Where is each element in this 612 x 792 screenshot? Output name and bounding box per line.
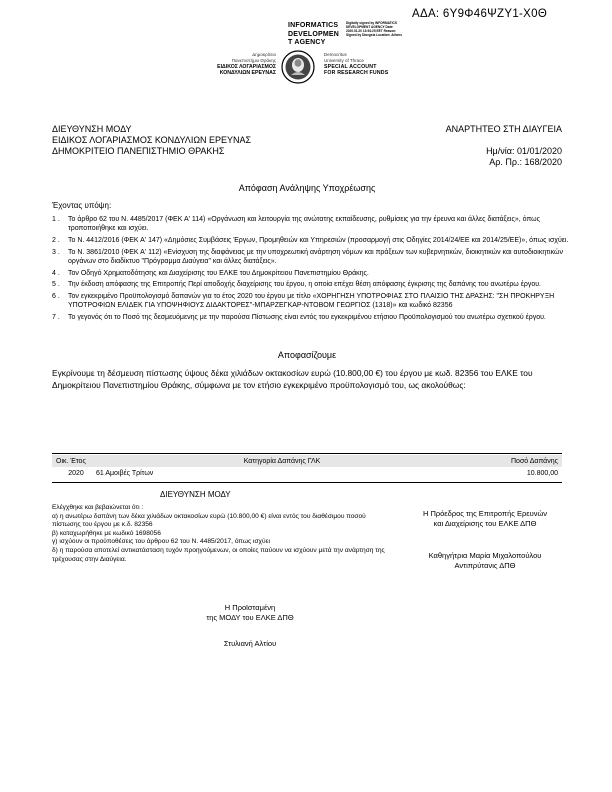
university-seal-icon xyxy=(280,50,316,84)
agency-label: INFORMATICS DEVELOPMEN T AGENCY xyxy=(288,22,340,46)
list-item: 1 . Το άρθρο 62 του Ν. 4485/2017 (ΦΕΚ Α' 114) «Οργάνωση και λειτουργία της ανώτατης εκπαίδευσης, ρυθμίσεις για την έρευνα και άλλες διατάξεις», όπως τροποποιήθηκε και ισχύει. xyxy=(52,216,541,233)
considerations-list xyxy=(52,215,572,325)
digital-signature-stamp: Digitally signed by INFORMATICS DEVELOPMENT AGENCY Date: 2020.01.20 13:54:25 EET Reason: Signed by Diavgeia Location: Athens xyxy=(346,21,403,37)
document-date: Ημ/νία: 01/01/2020 xyxy=(486,146,562,156)
president-signature: Η Πρόεδρος της Επιτροπής Ερευνών και Διαχείρισης του ΕΛΚΕ ΔΠΘ Καθηγήτρια Μαρία Μιχαλοπούλου Αντιπρύτανις ΔΠΘ xyxy=(422,509,548,570)
protocol-number: Αρ. Πρ.: 168/2020 xyxy=(489,157,562,167)
table-header-row: Οικ. Έτος Κατηγορία Δαπάνης ΓΛΚ Ποσό Δαπάνης xyxy=(52,455,562,467)
publication-block: ΑΝΑΡΤΗΤΕΟ ΣΤΗ ΔΙΑΥΓΕΙΑ Ημ/νία: 01/01/2020 Αρ. Πρ.: 168/2020 xyxy=(380,124,562,168)
logo-text-english: Democritus University of Thrace SPECIAL ACCOUNT FOR RESEARCH FUNDS xyxy=(324,52,389,76)
issuer-block: ΔΙΕΥΘΥΝΣΗ ΜΟΔΥ ΕΙΔΙΚΟΣ ΛΟΓΑΡΙΑΣΜΟΣ ΚΟΝΔΥΛΙΩΝ ΕΡΕΥΝΑΣ ΔΗΜΟΚΡΙΤΕΙΟ ΠΑΝΕΠΙΣΤΗΜΙΟ ΘΡΑΚΗΣ xyxy=(52,124,252,156)
director-heading: ΔΙΕΥΘΥΝΣΗ ΜΟΔΥ xyxy=(160,490,231,499)
verification-block: Ελέγχθηκε και βεβαιώνεται ότι : α) η ανωτέρω δαπάνη των δέκα χιλιάδων οκτακοσίων ευρώ (10.800,00 €) είναι εντός του διαθέσιμου ποσού πίστωσης του έργου με κ.δ. 82356 β) καταχωρήθηκε με κωδικό 1698056 γ) ισχύουν οι προϋποθέσεις του άρθρου 62 του Ν. 4485/2017, όπως ισχύει δ) η παρούσα αποτελεί αντικατάσταση τυχόν προηγούμενων, οι οποίες παύουν να ισχύουν μετά την ανάρτηση της τρέχουσας στην Διαύγεια. xyxy=(52,504,385,563)
head-signature: Η Προϊσταμένη της ΜΟΔΥ του ΕΛΚΕ ΔΠΘ Στυλιανή Αλτίου xyxy=(206,603,294,648)
list-item: 3 . Το Ν. 3861/2010 (ΦΕΚ Α' 112) «Ενίσχυση της διαφάνειας με την υποχρεωτική ανάρτηση νόμων και πράξεων των κυβερνητικών, διοικητικών και αυτοδιοικητικών οργάνων στο διαδίκτυο "Πρόγραμμα Διαύγεια" και άλλες διατάξεις». xyxy=(52,248,563,265)
having-in-mind: Έχοντας υπόψη: xyxy=(52,201,112,210)
list-item: 6 . Τον εγκεκριμένο Προϋπολογισμό δαπανών για το έτος 2020 του έργου με τίτλο «ΧΟΡΗΓΗΣΗ ΥΠΟΤΡΟΦΙΑΣ ΣΤΟ ΠΛΑΙΣΙΟ ΤΗΣ ΔΡΑΣΗΣ: "ΣΗ ΠΡΟΚΗΡΥΞΗ ΥΠΟΤΡΟΦΙΩΝ ΕΛΙΔΕΚ ΓΙΑ ΥΠΟΨΗΦΙΟΥΣ ΔΙΔΑΚΤΟΡΕΣ"-ΜΠΑΡΖΕΓΚΑΡ-ΝΤΟΒΟΜ ΓΕΩΡΓΙΟΣ (1318)» και κωδικό 82356 xyxy=(52,293,555,310)
ada-code: ΑΔΑ: 6Υ9Φ46ΨΖΥ1-Χ0Θ xyxy=(412,8,548,20)
document-title: Απόφαση Ανάληψης Υποχρέωσης xyxy=(238,183,376,193)
table-row: 2020 61 Αμοιβές Τρίτων 10.800,00 xyxy=(68,469,558,477)
budget-table xyxy=(52,455,562,479)
list-item: 4 . Τον Οδηγό Χρηματοδότησης και Διαχείρισης του ΕΛΚΕ του Δημοκρίτειου Πανεπιστημίου Θράκης. xyxy=(52,269,369,277)
logo-text-greek: Δημοκρίτειο Πανεπιστήμιο Θράκης ΕΙΔΙΚΟΣ ΛΟΓΑΡΙΑΣΜΟΣ ΚΟΝΔΥΛΙΩΝ ΕΡΕΥΝΑΣ xyxy=(217,52,276,76)
decision-heading: Αποφασίζουμε xyxy=(277,350,337,360)
list-item: 2 . Το Ν. 4412/2016 (ΦΕΚ Α' 147) «Δημόσιες Συμβάσεις Έργων, Προμηθειών και Υπηρεσιών (προσαρμογή στις Οδηγίες 2014/24/ΕΕ και 2014/25/ΕΕ)», όπως ισχύει. xyxy=(52,236,569,244)
decision-text: Εγκρίνουμε τη δέσμευση πίστωσης ύψους δέκα χιλιάδων οκτακοσίων ευρώ (10.800,00 €) του έργου με κωδ. 82356 του ΕΛΚΕ του Δημοκρίτειου Πανεπιστημίου Θράκης, σύμφωνα με τον ετήσιο εγκεκριμένο προϋπολογισμό του, ως ακολούθως: xyxy=(52,368,533,390)
list-item: 7 . Το γεγονός ότι το Ποσό της δεσμευόμενης με την παρούσα Πίστωσης είναι εντός του εγκεκριμένου ετήσιου Προϋπολογισμού του ανωτέρω σχετικού έργου. xyxy=(52,314,546,322)
list-item: 5 . Την έκδοση απόφασης της Επιτροπής Περί αποδοχής διαχείρισης του έργου, η οποία επέχει θέση απόφασης έγκρισης της δαπάνης του ανωτέρω έργου. xyxy=(52,281,541,289)
